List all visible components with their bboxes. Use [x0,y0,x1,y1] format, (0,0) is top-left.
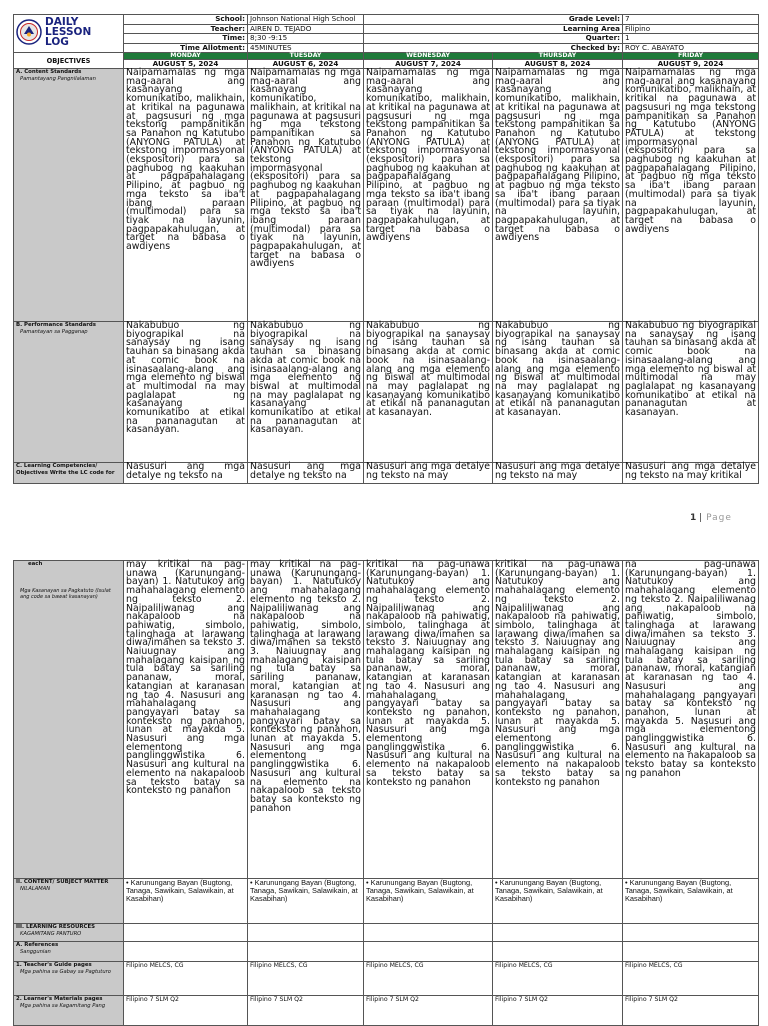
logo-cell [14,15,124,53]
page-1 [13,14,758,484]
content-standards-thursday: Naipamamalas ng mga mag-aaral ang kasanayang komunikatibo, malikhain, at kritikal na pagunawa at pagsusuri ng mga tekstong pampanitikan sa Panahon ng Katutubo (ANYONG PATULA) at tekstong impormasyonal (ekspositori) para sa paghubog ng kaakuhan at pagpapahalagang Pilipino, at pagbuo ng mga teksto sa iba't ibang paraan (multimodal) para sa tiyak na layunin, pagpapakahulugan, at target na babasa o awdiyens [493,69,623,322]
teachers-guide-friday: Filipino MELCS, CG [623,962,759,996]
quarter-value: 1 [623,34,759,44]
teachers-guide-label: 1. Teacher's Guide pages Mga pahina sa Gabay sa Pagtuturo [14,962,124,996]
area-value: Filipino [623,24,759,34]
content-label: II. CONTENT/ SUBJECT MATTER NILALAMAN [14,879,124,924]
content-friday: • Karunungang Bayan (Bugtong, Tanaga, Sawikain, Salawikain, at Kasabihan) [623,879,759,924]
competencies-friday-p1: Nasusuri ang mga detalye ng teksto na may kritikal [623,463,759,484]
content-thursday: • Karunungang Bayan (Bugtong, Tanaga, Sawikain, Salawikain, at Kasabihan) [493,879,623,924]
references-monday [124,942,248,962]
school-label: School: [124,15,248,25]
objectives-label: OBJECTIVES [14,53,124,69]
competencies-tuesday-p1: Nasusuri ang mga detalye ng teksto na [248,463,364,484]
page-2 [13,560,758,1026]
page-number: 1 | Page [690,513,732,523]
learners-materials-wednesday: Filipino 7 SLM Q2 [364,996,493,1026]
area-label: Learning Area [364,24,623,34]
date-friday: AUGUST 9, 2024 [623,60,759,69]
teachers-guide-tuesday: Filipino MELCS, CG [248,962,364,996]
competencies-label: C. Learning Competencies/ Objectives Write the LC code for [14,463,124,484]
content-standards-friday: Naipamamalas ng mga mag-aaral ang kasanayang komunikatibo, malikhain, at kritikal na pagunawa at pagsusuri ng mga tekstong pampanitikan sa Panahon ng Katutubo (ANYONG PATULA) at tekstong impormasyonal (ekspositori) para sa paghubog ng kaakuhan at pagpapahalagang Pilipino, at pagbuo ng mga teksto sa iba't ibang paraan (multimodal) para sa tiyak na layunin, pagpapakahulugan, at target na babasa o awdiyens [623,69,759,322]
references-label: A. References Sanggunian [14,942,124,962]
resources-label: III. LEARNING RESOURCES KAGAMITANG PANTURO [14,924,124,942]
allotment-value: 45MINUTES [248,43,364,53]
resources-thursday [493,924,623,942]
dll-table-page-1 [13,14,759,484]
content-standards-monday: Naipamamalas ng mga mag-aaral ang kasanayang komunikatibo, malikhain, at kritikal na pagunawa at pagsusuri ng mga tekstong pampanitikan sa Panahon ng Katutubo (ANYONG PATULA) at tekstong impormasyonal (ekspositori) para sa paghubog ng kaakuhan at pagpapahalagang Pilipino, at pagbuo ng mga teksto sa iba't ibang paraan (multimodal) para sa tiyak na layunin, pagpapakahulugan, at target na babasa o awdiyens [124,69,248,322]
resources-tuesday [248,924,364,942]
grade-value: 7 [623,15,759,25]
competencies-label-cont: each Mga Kasanayan sa Pagkatuto (Isulat ang code sa bawat kasanayan) [14,561,124,879]
competencies-thursday-p1: Nasusuri ang mga detalye ng teksto na may [493,463,623,484]
day-wednesday: WEDNESDAY [364,53,493,60]
learners-materials-friday: Filipino 7 SLM Q2 [623,996,759,1026]
references-thursday [493,942,623,962]
references-tuesday [248,942,364,962]
references-friday [623,942,759,962]
time-label: Time: [124,34,248,44]
grade-label: Grade Level: [364,15,623,25]
teacher-value: AIREN D. TEJADO [248,24,364,34]
content-monday: • Karunungang Bayan (Bugtong, Tanaga, Sawikain, Salawikain, at Kasabihan) [124,879,248,924]
day-friday: FRIDAY [623,53,759,60]
date-monday: AUGUST 5, 2024 [124,60,248,69]
day-tuesday: TUESDAY [248,53,364,60]
competencies-wednesday: kritikal na pag-unawa (Karunungang-bayan) 1. Natutukoy ang mahahalagang elemento ng teksto 2. Naipaliliwanag ang nakapaloob na pahiwatig, simbolo, talinghaga at larawang diwa/imahen sa teksto 3. Naiuugnay ang mahalagang kaisipan ng tula batay sa sariling pananaw, moral, katangian at karanasan ng tao 4. Nasusuri ang mahahalagang pangyayari batay sa konteksto ng panahon, lunan at mayakda 5. Nasusuri ang mga elementong panglinggwistika 6. Nasusuri ang kultural na elemento na nakapaloob sa teksto batay sa konteksto ng panahon [364,561,493,879]
performance-standards-wednesday: Nakabubuo ng biyograpikal na sanaysay ng isang tauhan sa binasang akda at comic book na isinasaalang-alang ang mga elemento ng biswal at multimodal na may paglalapat ng kasanayang komunikatibo at etikal na pananagutan at kasanayan. [364,322,493,463]
checked-label: Checked by: [364,43,623,53]
performance-standards-thursday: Nakabubuo ng biyograpikal na sanaysay ng isang tauhan sa binasang akda at comic book na isinasaalang-alang ang mga elemento ng biswal at multimodal na may paglalapat ng kasanayang komunikatibo at etikal na pananagutan at kasanayan. [493,322,623,463]
deped-seal-icon [16,19,42,45]
performance-standards-label: B. Performance Standards Pamantayan sa Pagganap [14,322,124,463]
date-wednesday: AUGUST 7, 2024 [364,60,493,69]
allotment-label: Time Allotment: [124,43,248,53]
content-standards-wednesday: Naipamamalas ng mga mag-aaral ang kasanayang komunikatibo, malikhain, at kritikal na pagunawa at pagsusuri ng mga tekstong pampanitikan sa Panahon ng Katutubo (ANYONG PATULA) at tekstong impormasyonal (ekspositori) para sa paghubog ng kaakuhan at pagpapahalagang Pilipino, at pagbuo ng mga teksto sa iba't ibang paraan (multimodal) para sa tiyak na layunin, pagpapakahulugan, at target na babasa o awdiyens [364,69,493,322]
competencies-friday: na pag-unawa (Karunungang-bayan) 1. Natutukoy ang mahahalagang elemento ng teksto 2. Naipaliliwanag ang nakapaloob na pahiwatig, simbolo, talinghaga at larawang diwa/imahen sa teksto 3. Naiuugnay ang mahalagang kaisipan ng tula batay sa sariling pananaw, moral, katangian at karanasan ng tao 4. Nasusuri ang mahahalagang pangyayari batay sa konteksto ng panahon, lunan at mayakda 5. Nasusuri ang mga elementong panglinggwistika 6. Nasusuri ang kultural na elemento na nakapaloob sa teksto batay sa konteksto ng panahon [623,561,759,879]
learners-materials-label: 2. Learner's Materials pages Mga pahina sa Kagamitang Pang [14,996,124,1026]
references-wednesday [364,942,493,962]
teacher-label: Teacher: [124,24,248,34]
date-thursday: AUGUST 8, 2024 [493,60,623,69]
quarter-label: Quarter: [364,34,623,44]
dll-title: DAILY LESSON LOG [45,16,92,48]
learners-materials-thursday: Filipino 7 SLM Q2 [493,996,623,1026]
learners-materials-monday: Filipino 7 SLM Q2 [124,996,248,1026]
content-tuesday: • Karunungang Bayan (Bugtong, Tanaga, Sawikain, Salawikain, at Kasabihan) [248,879,364,924]
dll-table-page-2 [13,560,759,1026]
competencies-thursday: kritikal na pag-unawa (Karunungang-bayan) 1. Natutukoy ang mahahalagang elemento ng teksto 2. Naipaliliwanag ang nakapaloob na pahiwatig, simbolo, talinghaga at larawang diwa/imahen sa teksto 3. Naiuugnay ang mahalagang kaisipan ng tula batay sa sariling pananaw, moral, katangian at karanasan ng tao 4. Nasusuri ang mahahalagang pangyayari batay sa konteksto ng panahon, lunan at mayakda 5. Nasusuri ang mga elementong panglinggwistika 6. Nasusuri ang kultural na elemento na nakapaloob sa teksto batay sa konteksto ng panahon [493,561,623,879]
competencies-wednesday-p1: Nasusuri ang mga detalye ng teksto na may [364,463,493,484]
resources-wednesday [364,924,493,942]
day-thursday: THURSDAY [493,53,623,60]
school-value: Johnson National High School [248,15,364,25]
teachers-guide-monday: Filipino MELCS, CG [124,962,248,996]
teachers-guide-wednesday: Filipino MELCS, CG [364,962,493,996]
performance-standards-tuesday: Nakabubuo ng biyograpikal na sanaysay ng isang tauhan sa binasang akda at comic book na isinasaalang-alang ang mga elemento ng biswal at multimodal na may paglalapat ng kasanayang komunikatibo at etikal na pananagutan at kasanayan. [248,322,364,463]
competencies-monday: may kritikal na pag-unawa (Karunungang-bayan) 1. Natutukoy ang mahahalagang elemento ng teksto 2. Naipaliliwanag ang nakapaloob na pahiwatig, simbolo, talinghaga at larawang diwa/imahen sa teksto 3. Naiuugnay ang mahalagang kaisipan ng tula batay sa sariling pananaw, moral, katangian at karanasan ng tao 4. Nasusuri ang mahahalagang pangyayari batay sa konteksto ng panahon, lunan at mayakda 5. Nasusuri ang mga elementong panglinggwistika 6. Nasusuri ang kultural na elemento na nakapaloob sa teksto batay sa konteksto ng panahon [124,561,248,879]
teachers-guide-thursday: Filipino MELCS, CG [493,962,623,996]
checked-value: ROY C. ABAYATO [623,43,759,53]
content-wednesday: • Karunungang Bayan (Bugtong, Tanaga, Sawikain, Salawikain, at Kasabihan) [364,879,493,924]
day-monday: MONDAY [124,53,248,60]
date-tuesday: AUGUST 6, 2024 [248,60,364,69]
resources-monday [124,924,248,942]
content-standards-tuesday: Naipamamalas ng mga mag-aaral ang kasanayang komunikatibo, malikhain, at kritikal na pagunawa at pagsusuri ng mga tekstong pampanitikan sa Panahon ng Katutubo (ANYONG PATULA) at tekstong impormasyonal (ekspositori) para sa paghubog ng kaakuhan at pagpapahalagang Pilipino, at pagbuo ng mga teksto sa iba't ibang paraan (multimodal) para sa tiyak na layunin, pagpapakahulugan, at target na babasa o awdiyens [248,69,364,322]
performance-standards-monday: Nakabubuo ng biyograpikal na sanaysay ng isang tauhan sa binasang akda at comic book na isinasaalang-alang ang mga elemento ng biswal at multimodal na may paglalapat ng kasanayang komunikatibo at etikal na pananagutan at kasanayan. [124,322,248,463]
learners-materials-tuesday: Filipino 7 SLM Q2 [248,996,364,1026]
competencies-monday-p1: Nasusuri ang mga detalye ng teksto na [124,463,248,484]
content-standards-label: A. Content Standards Pamantayang Pangnilalaman [14,69,124,322]
performance-standards-friday: Nakabubuo ng biyograpikal na sanaysay ng isang tauhan sa binasang akda at comic book na isinasaalang-alang ang mga elemento ng biswal at multimodal na may paglalapat ng kasanayang komunikatibo at etikal na pananagutan at kasanayan. [623,322,759,463]
time-value: 8;30 -9:15 [248,34,364,44]
competencies-tuesday: may kritikal na pag-unawa (Karunungang-bayan) 1. Natutukoy ang mahahalagang elemento ng teksto 2. Naipaliliwanag ang nakapaloob na pahiwatig, simbolo, talinghaga at larawang diwa/imahen sa teksto 3. Naiuugnay ang mahalagang kaisipan ng tula batay sa sariling pananaw, moral, katangian at karanasan ng tao 4. Nasusuri ang mahahalagang pangyayari batay sa konteksto ng panahon, lunan at mayakda 5. Nasusuri ang mga elementong panglinggwistika 6. Nasusuri ang kultural na elemento na nakapaloob sa teksto batay sa konteksto ng panahon [248,561,364,879]
resources-friday [623,924,759,942]
